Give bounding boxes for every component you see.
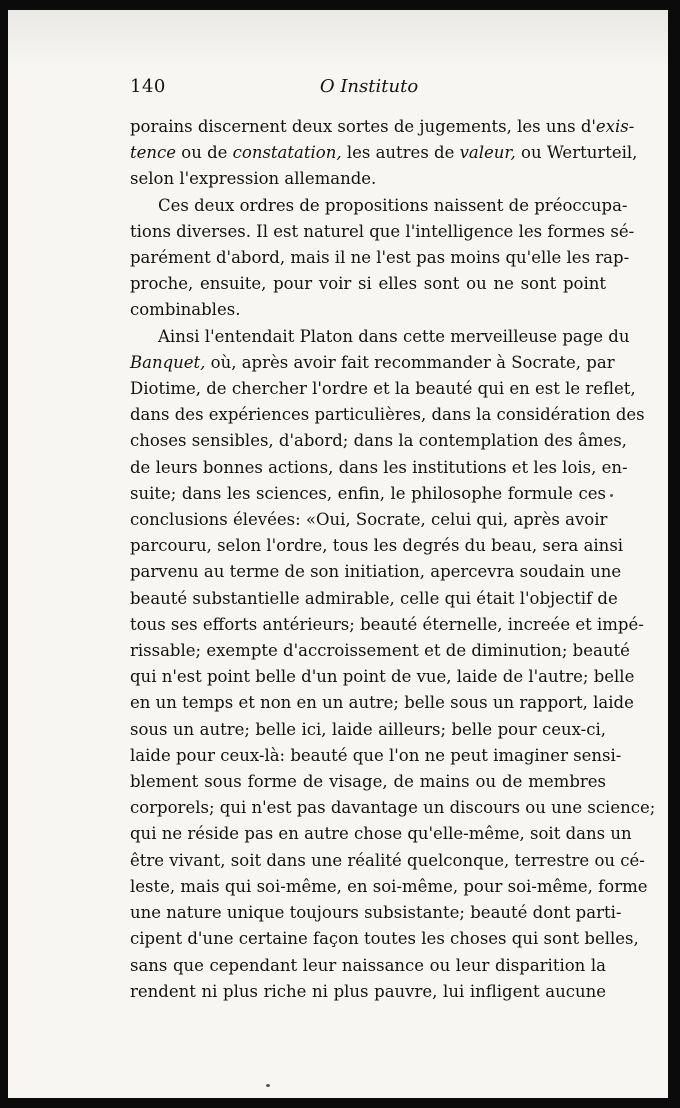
text-span: Ces deux ordres de propositions naissent de préoccupa- xyxy=(158,195,628,215)
text-span: tions diverses. Il est naturel que l'intelligence les formes sé- xyxy=(130,221,635,241)
page-number: 140 xyxy=(130,76,166,97)
text-line xyxy=(130,848,645,874)
text-line xyxy=(130,953,606,979)
text-span: laide pour ceux-là: beauté que l'on ne peut imaginer sensi- xyxy=(130,745,622,765)
text-span: de leurs bonnes actions, dans les institutions et les lois, en- xyxy=(130,457,628,477)
text-span: tous ses efforts antérieurs; beauté éternelle, increée et impé- xyxy=(130,614,644,634)
text-span: les autres de xyxy=(341,143,460,163)
text-line xyxy=(130,140,638,166)
text-span: rissable; exempte d'accroissement et de diminution; beauté xyxy=(130,641,630,661)
text-line xyxy=(130,533,624,559)
text-span: Diotime, de chercher l'ordre et la beauté qui en est le reflet, xyxy=(130,379,636,399)
text-span: ou de xyxy=(176,143,233,163)
text-span: rendent ni plus riche ni plus pauvre, lui infligent aucune xyxy=(130,981,606,1001)
text-span: être vivant, soit dans une réalité quelconque, terrestre ou cé- xyxy=(130,850,645,870)
text-line xyxy=(130,795,656,821)
italic-text: constatation, xyxy=(232,143,342,163)
text-line xyxy=(130,271,606,297)
running-title: O Instituto xyxy=(319,76,419,97)
text-line xyxy=(130,690,634,716)
text-line xyxy=(130,166,606,192)
text-span: porains discernent deux sortes de jugements, les uns d' xyxy=(130,117,596,136)
text-line xyxy=(130,376,636,402)
text-span: en un temps et non en un autre; belle sous un rapport, laide xyxy=(130,693,634,713)
text-line xyxy=(130,769,606,795)
text-line xyxy=(130,821,632,847)
text-span: qui n'est point belle d'un point de vue, laide de l'autre; belle xyxy=(130,667,635,687)
text-line xyxy=(130,324,630,350)
text-line xyxy=(130,559,622,585)
text-span: conclusions élevées: «Oui, Socrate, celui qui, après avoir xyxy=(130,510,608,530)
print-speck xyxy=(610,494,613,497)
text-line xyxy=(130,743,622,769)
text-span: parvenu au terme de son initiation, apercevra soudain une xyxy=(130,562,622,582)
text-line xyxy=(130,193,628,219)
text-span: parcouru, selon l'ordre, tous les degrés du beau, sera ainsi xyxy=(130,536,624,556)
text-span: qui ne réside pas en autre chose qu'elle-même, soit dans un xyxy=(130,824,632,844)
text-span: Ainsi l'entendait Platon dans cette merveilleuse page du xyxy=(158,326,630,346)
text-span: selon l'expression allemande. xyxy=(130,169,377,189)
text-line xyxy=(130,428,627,454)
text-line xyxy=(130,219,635,245)
text-span: proche, ensuite, pour voir si elles sont ou ne sont point xyxy=(130,274,606,294)
page-top-shadow xyxy=(8,10,668,68)
text-line xyxy=(130,402,645,428)
text-line xyxy=(130,717,606,743)
text-line xyxy=(130,114,635,140)
text-span: parément d'abord, mais il ne l'est pas moins qu'elle les rap- xyxy=(130,248,630,268)
italic-text: exis- xyxy=(595,117,635,136)
text-span: dans des expériences particulières, dans la considération des xyxy=(130,405,645,425)
text-span: blement sous forme de visage, de mains ou de membres xyxy=(130,772,606,792)
body-text xyxy=(130,114,656,1005)
text-line xyxy=(130,455,628,481)
scanned-page xyxy=(8,10,668,1098)
italic-text: tence xyxy=(130,143,177,163)
text-line xyxy=(130,664,635,690)
text-span: ou Werturteil, xyxy=(515,143,638,163)
text-line xyxy=(130,638,630,664)
text-line xyxy=(130,612,644,638)
print-speck xyxy=(266,1084,270,1087)
italic-text: valeur, xyxy=(459,143,516,163)
text-span: sous un autre; belle ici, laide ailleurs; belle pour ceux-ci, xyxy=(130,719,606,739)
text-line xyxy=(130,481,606,507)
text-span: corporels; qui n'est pas davantage un discours ou une science; xyxy=(130,798,656,818)
text-span: cipent d'une certaine façon toutes les choses qui sont belles, xyxy=(130,929,639,949)
text-line xyxy=(130,245,630,271)
text-line xyxy=(130,926,639,952)
text-line xyxy=(130,350,615,376)
page-header xyxy=(130,76,608,106)
text-span: sans que cependant leur naissance ou leur disparition la xyxy=(130,955,606,975)
text-line xyxy=(130,507,606,533)
text-span: beauté substantielle admirable, celle qui était l'objectif de xyxy=(130,588,618,608)
text-line xyxy=(130,297,606,323)
text-span: leste, mais qui soi-même, en soi-même, pour soi-même, forme xyxy=(130,876,648,896)
text-line xyxy=(130,900,622,926)
italic-text: Banquet, xyxy=(130,352,206,372)
text-span: combinables. xyxy=(130,300,241,320)
text-line xyxy=(130,874,648,900)
text-span: où, après avoir fait recommander à Socrate, par xyxy=(205,352,615,372)
text-span: une nature unique toujours subsistante; beauté dont parti- xyxy=(130,903,622,923)
text-span: choses sensibles, d'abord; dans la contemplation des âmes, xyxy=(130,431,627,451)
text-line xyxy=(130,979,606,1005)
text-span: suite; dans les sciences, enfin, le philosophe formule ces xyxy=(130,483,606,503)
text-line xyxy=(130,586,618,612)
